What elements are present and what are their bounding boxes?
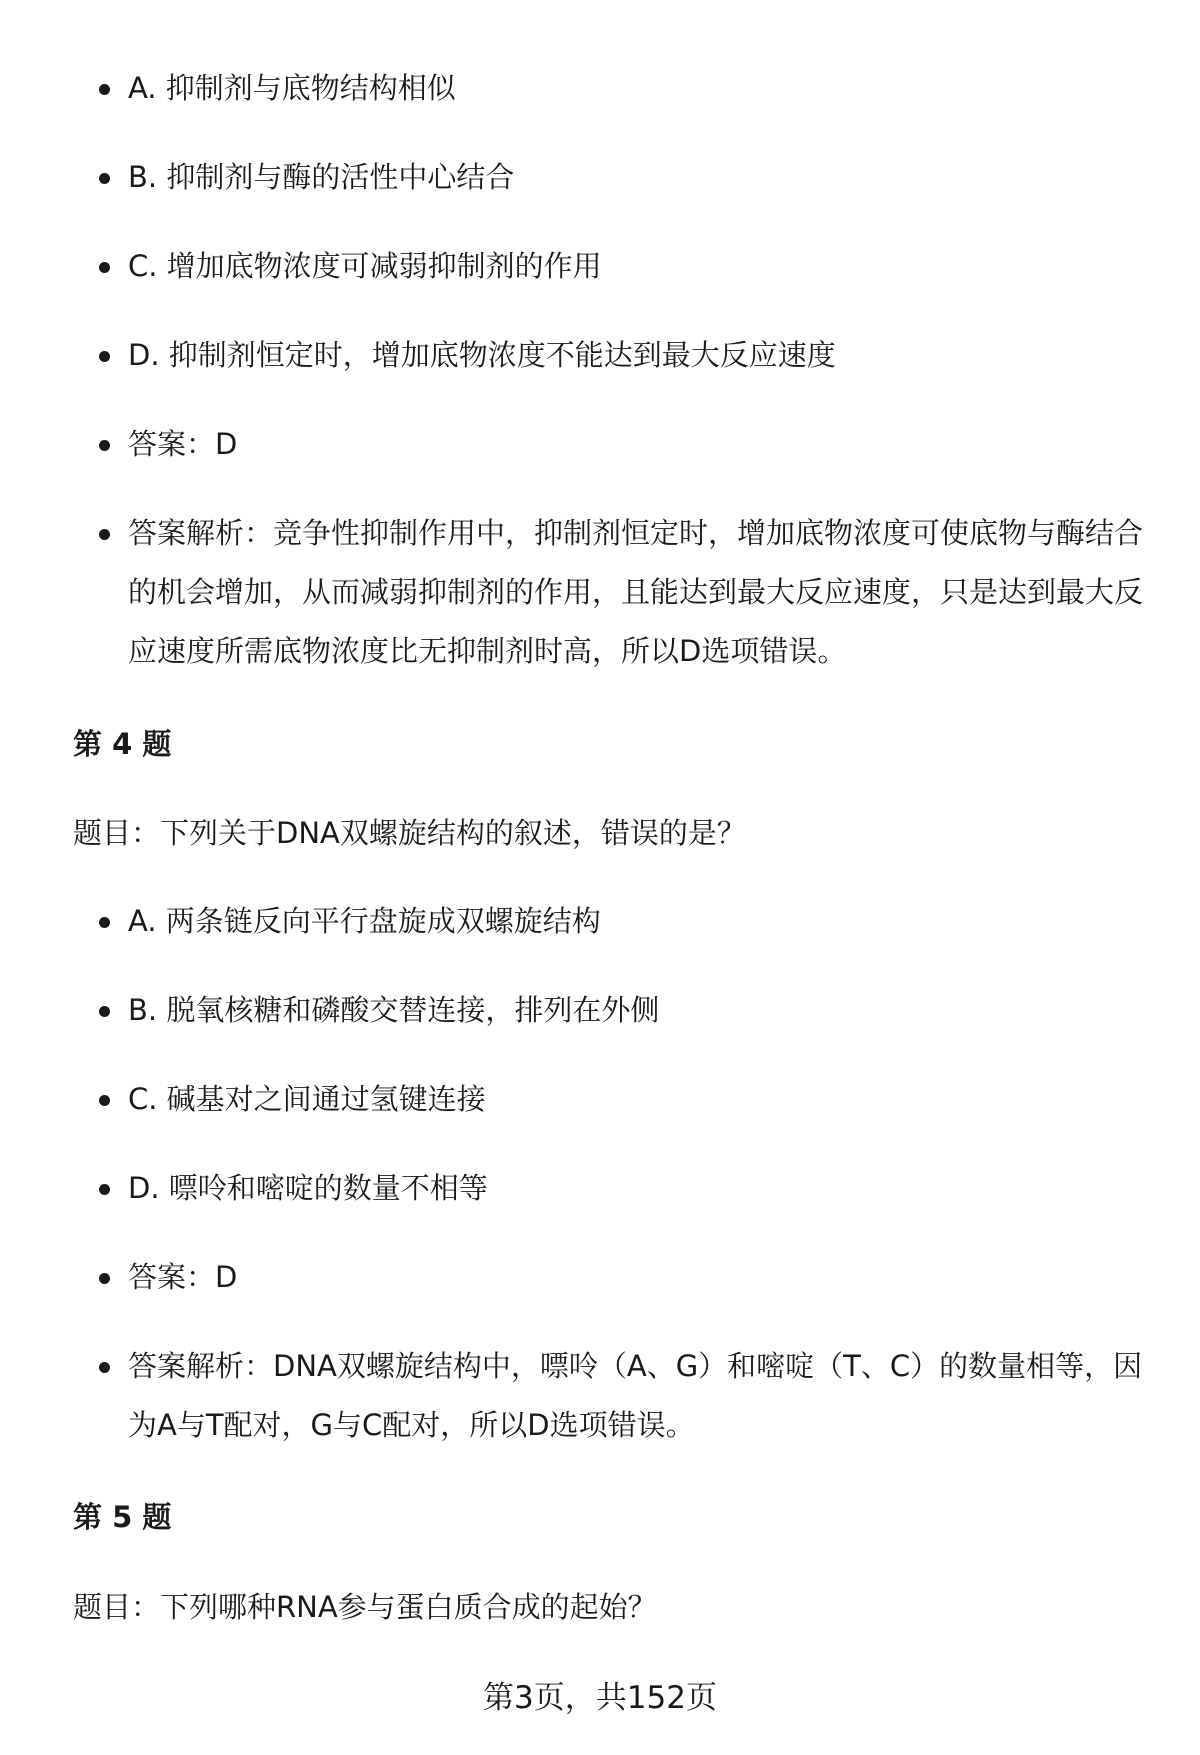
- explanation-text: 答案解析：竞争性抑制作用中，抑制剂恒定时，增加底物浓度可使底物与酶结合的机会增加，从而减弱抑制剂的作用，且能达到最大反应速度，只是达到最大反应速度所需底物浓度比无抑制剂时高，所以D选项错误。: [128, 516, 1144, 668]
- q4-answer: [0, 1248, 1200, 1307]
- q4-explanation: [0, 1337, 1200, 1455]
- q3-option-list: [0, 59, 1200, 711]
- option-text: D. 抑制剂恒定时，增加底物浓度不能达到最大反应速度: [128, 338, 836, 372]
- option-text: A. 两条链反向平行盘旋成双螺旋结构: [128, 904, 601, 938]
- bullet-icon: [99, 1184, 110, 1195]
- bullet-icon: [99, 351, 110, 362]
- bullet-icon: [99, 1095, 110, 1106]
- q4-option-c: [0, 1070, 1200, 1129]
- q3-option-a: [0, 59, 1200, 118]
- option-text: B. 脱氧核糖和磷酸交替连接，排列在外侧: [128, 993, 660, 1027]
- bullet-icon: [99, 84, 110, 95]
- q4-option-b: [0, 981, 1200, 1040]
- bullet-icon: [99, 917, 110, 928]
- q3-answer: [0, 415, 1200, 474]
- q5-heading: 第 5 题: [73, 1500, 172, 1534]
- q3-option-d: [0, 326, 1200, 385]
- bullet-icon: [99, 1006, 110, 1017]
- bullet-icon: [99, 173, 110, 184]
- bullet-icon: [99, 440, 110, 451]
- option-text: C. 碱基对之间通过氢键连接: [128, 1082, 486, 1116]
- bullet-icon: [99, 1362, 110, 1373]
- q4-option-a: [0, 892, 1200, 951]
- q4-heading: 第 4 题: [73, 727, 172, 761]
- q4-option-d: [0, 1159, 1200, 1218]
- q4-stem: 题目：下列关于DNA双螺旋结构的叙述，错误的是？: [73, 816, 746, 850]
- bullet-icon: [99, 262, 110, 273]
- option-text: C. 增加底物浓度可减弱抑制剂的作用: [128, 249, 602, 283]
- answer-text: 答案：D: [128, 427, 238, 461]
- answer-text: 答案：D: [128, 1260, 238, 1294]
- q5-stem: 题目：下列哪种RNA参与蛋白质合成的起始？: [73, 1590, 657, 1624]
- q3-option-c: [0, 237, 1200, 296]
- option-text: D. 嘌呤和嘧啶的数量不相等: [128, 1171, 488, 1205]
- bullet-icon: [99, 529, 110, 540]
- q3-explanation: [0, 504, 1200, 681]
- option-text: B. 抑制剂与酶的活性中心结合: [128, 160, 515, 194]
- bullet-icon: [99, 1273, 110, 1284]
- option-text: A. 抑制剂与底物结构相似: [128, 71, 456, 105]
- explanation-text: 答案解析：DNA双螺旋结构中，嘌呤（A、G）和嘧啶（T、C）的数量相等，因为A与T配对，G与C配对，所以D选项错误。: [128, 1349, 1143, 1442]
- page-number: 第3页，共152页: [483, 1680, 717, 1716]
- q4-option-list: [0, 892, 1200, 1485]
- q3-option-b: [0, 148, 1200, 207]
